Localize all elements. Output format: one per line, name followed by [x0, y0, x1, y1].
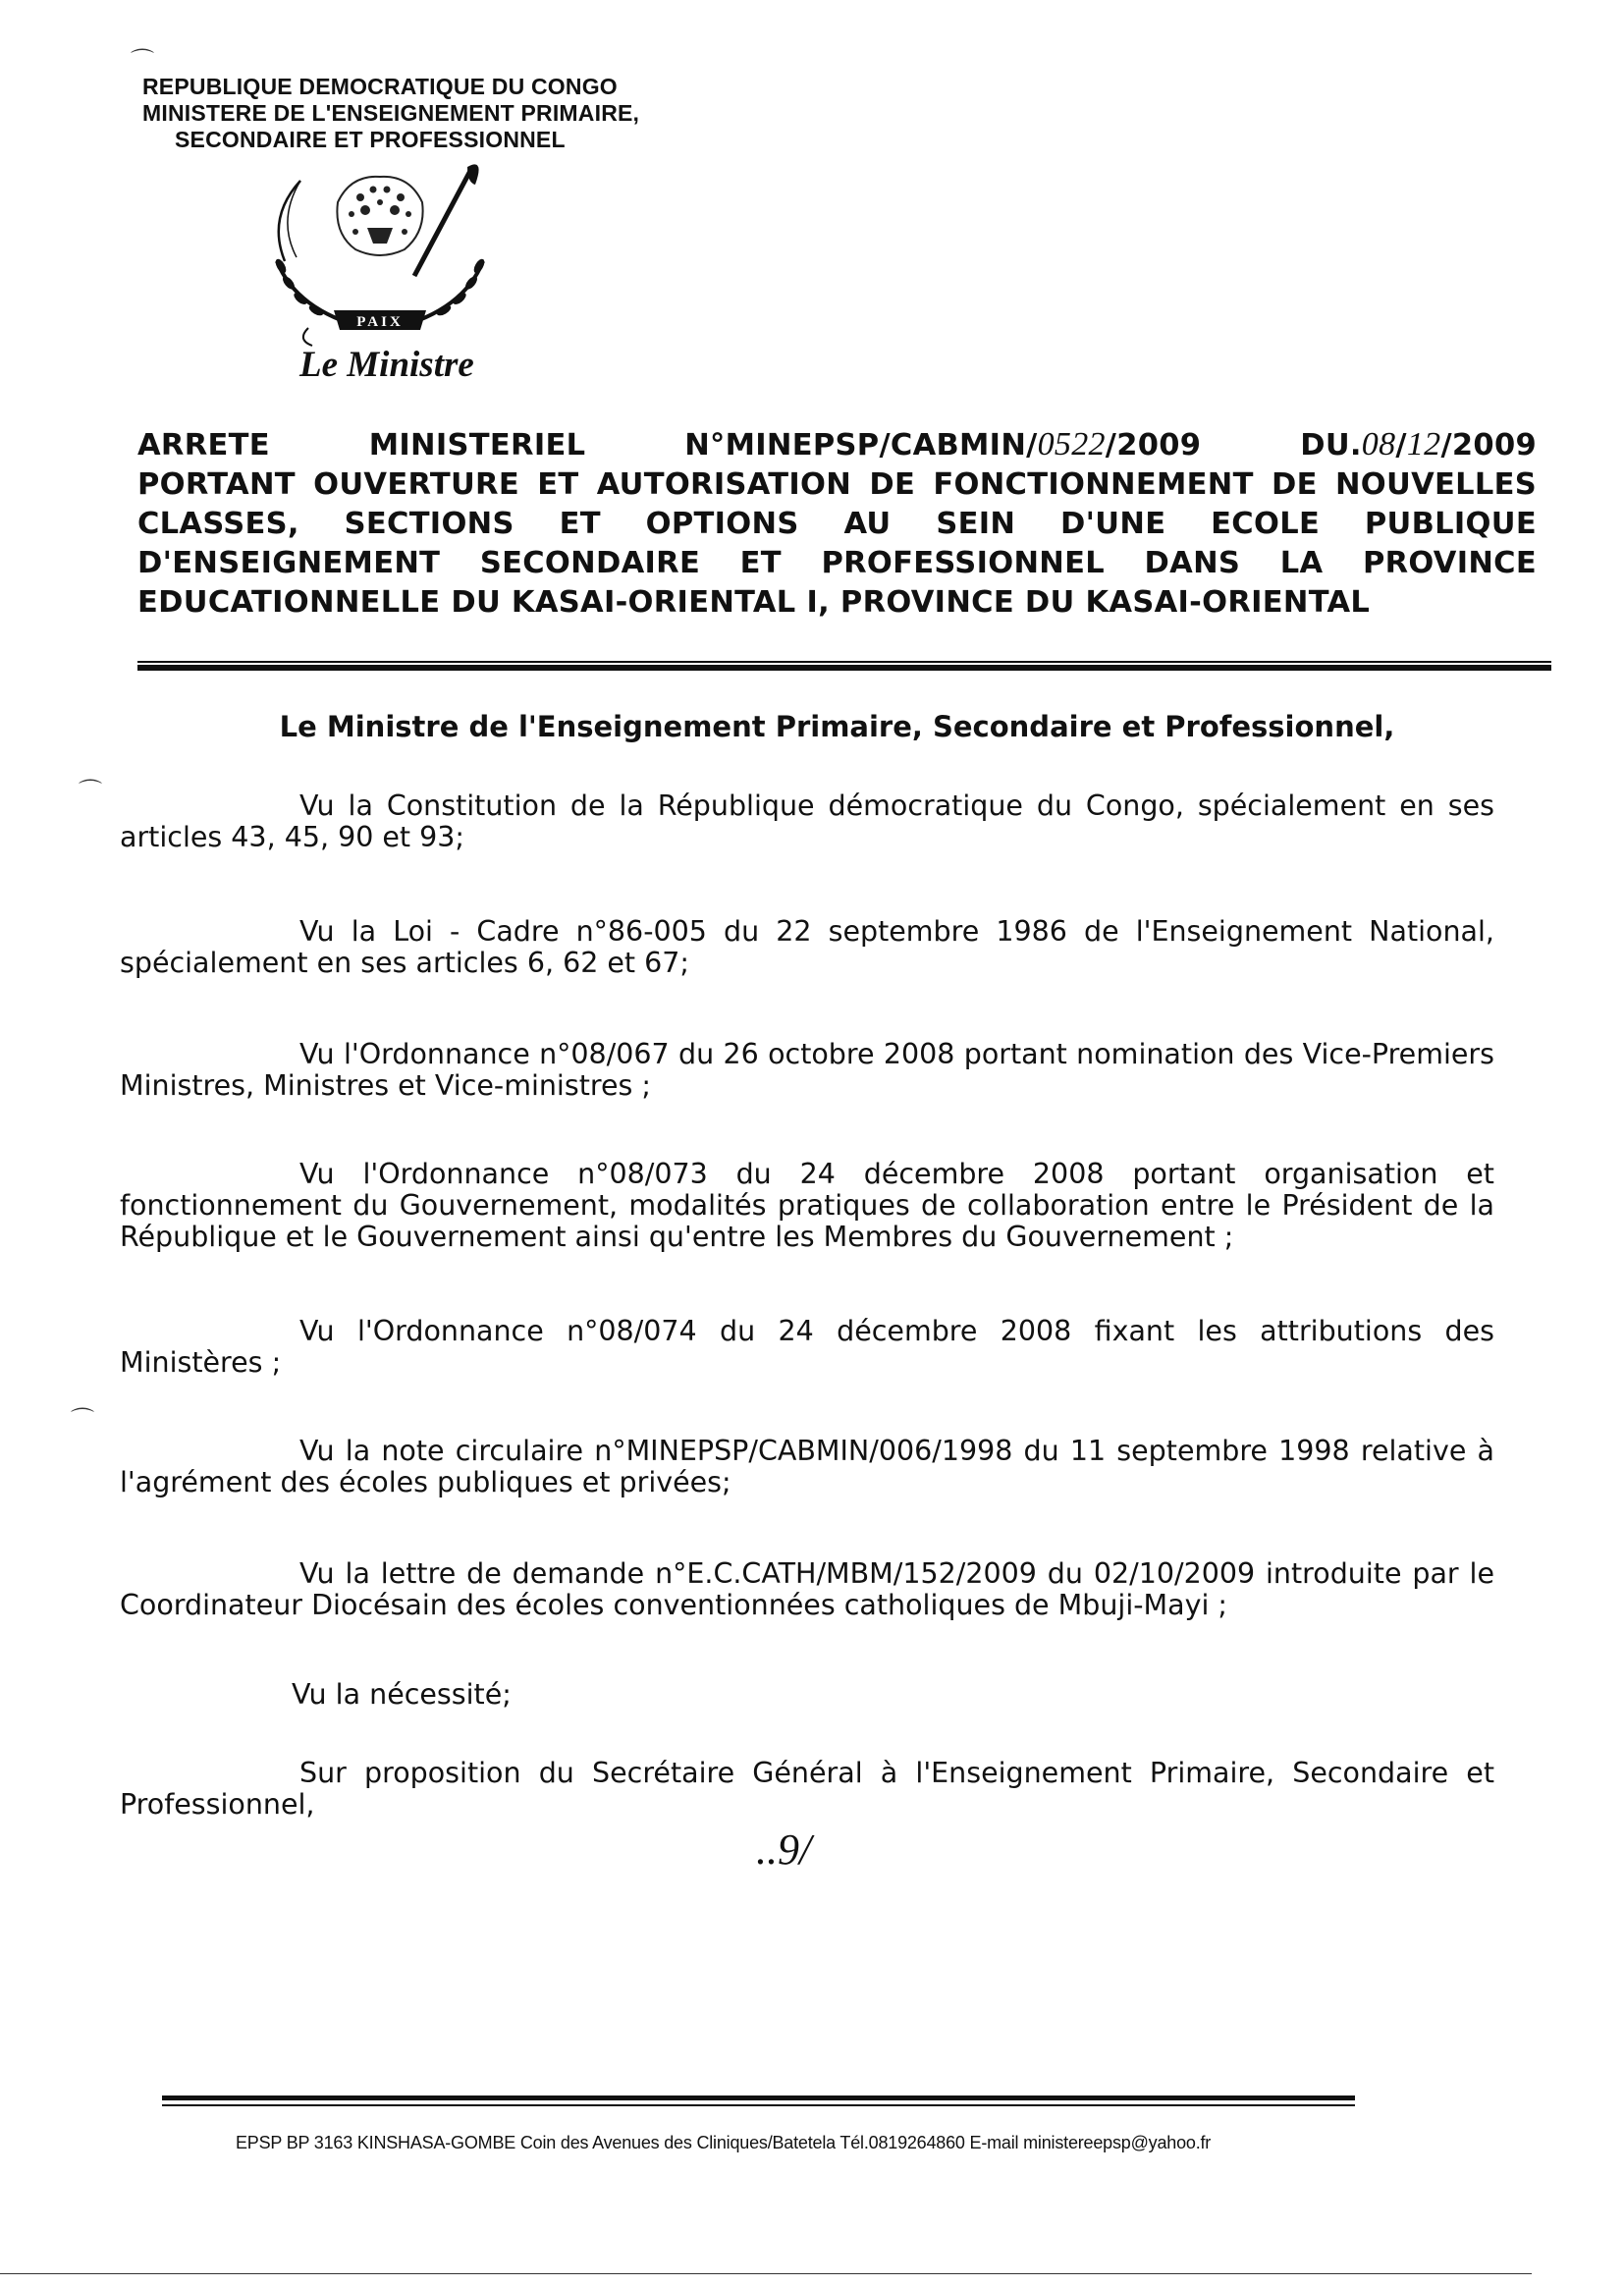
margin-mark: ⌒ [79, 778, 102, 805]
letterhead-line-2: MINISTERE DE L'ENSEIGNEMENT PRIMAIRE, [142, 100, 640, 126]
paragraph-ordonnance-074: Vu l'Ordonnance n°08/074 du 24 décembre 2008 fixant les attributions des Ministères ; [120, 1315, 1494, 1379]
footer-divider [162, 2104, 1355, 2106]
decree-title-line-1 [137, 425, 1537, 465]
paragraph-constitution: Vu la Constitution de la République démocratique du Congo, spécialement en ses articles 43, 45, 90 et 93; [120, 789, 1494, 853]
signature-title: Le Ministre [299, 345, 474, 385]
decree-reference: N°MINEPSP/CABMIN/0522/2009 [684, 426, 1202, 463]
paragraph-proposition: Sur proposition du Secrétaire Général à l'Enseignement Primaire, Secondaire et Professionnel, [120, 1757, 1494, 1821]
paragraph-loi-cadre: Vu la Loi - Cadre n°86-005 du 22 septembre 1986 de l'Enseignement National, spécialement en ses articles 6, 62 et 67; [120, 915, 1494, 979]
margin-mark: ⌒ [131, 47, 154, 75]
paragraph-necessite: Vu la nécessité; [292, 1678, 512, 1711]
paragraph-ordonnance-067: Vu l'Ordonnance n°08/067 du 26 octobre 2008 portant nomination des Vice-Premiers Ministres, Ministres et Vice-ministres ; [120, 1038, 1494, 1102]
decree-month-handwritten: 12 [1406, 426, 1441, 463]
decree-number-handwritten: 0522 [1037, 426, 1106, 463]
footer-address: EPSP BP 3163 KINSHASA-GOMBE Coin des Avenues des Cliniques/Batetela Tél.0819264860 E-mail ministereepsp@yahoo.fr [236, 2133, 1212, 2152]
minister-heading: Le Ministre de l'Enseignement Primaire, Secondaire et Professionnel, [279, 710, 1395, 743]
letterhead-line-1: REPUBLIQUE DEMOCRATIQUE DU CONGO [142, 74, 618, 99]
handwritten-initials: ..9/ [756, 1825, 812, 1874]
title-divider-thick [137, 665, 1551, 671]
paragraph-lettre-demande: Vu la lettre de demande n°E.C.CATH/MBM/152/2009 du 02/10/2009 introduite par le Coordinateur Diocésain des écoles conventionnées catholiques de Mbuji-Mayi ; [120, 1557, 1494, 1621]
decree-subject: PORTANT OUVERTURE ET AUTORISATION DE FONCTIONNEMENT DE NOUVELLES CLASSES, SECTIONS ET OPTIONS AU SEIN D'UNE ECOLE PUBLIQUE D'ENSEIGNEMENT SECONDAIRE ET PROFESSIONNEL DANS LA PROVINCE EDUCATIONNELLE DU KASAI-ORIENTAL I, PROVINCE DU KASAI-ORIENTAL [137, 467, 1537, 620]
title-divider [137, 661, 1551, 663]
page-edge-line [0, 2273, 1532, 2274]
decree-day-handwritten: 08 [1361, 426, 1396, 463]
decree-type: MINISTERIEL [368, 428, 586, 463]
decree-date: DU.08/12/2009 [1300, 426, 1537, 463]
margin-mark: ⌒ [71, 1406, 94, 1434]
letterhead-line-3: SECONDAIRE ET PROFESSIONNEL [175, 127, 566, 152]
decree-title [137, 425, 1537, 623]
seal-motto: PAIX [356, 314, 404, 330]
decree-label: ARRETE [137, 428, 270, 463]
coat-of-arms-icon [257, 163, 503, 350]
footer-divider-thick [162, 2096, 1355, 2100]
paragraph-note-circulaire: Vu la note circulaire n°MINEPSP/CABMIN/006/1998 du 11 septembre 1998 relative à l'agrément des écoles publiques et privées; [120, 1435, 1494, 1498]
paragraph-ordonnance-073: Vu l'Ordonnance n°08/073 du 24 décembre 2008 portant organisation et fonctionnement du Gouvernement, modalités pratiques de collaboration entre le Président de la République et le Gouvernement ainsi qu'entre les Membres du Gouvernement ; [120, 1158, 1494, 1253]
